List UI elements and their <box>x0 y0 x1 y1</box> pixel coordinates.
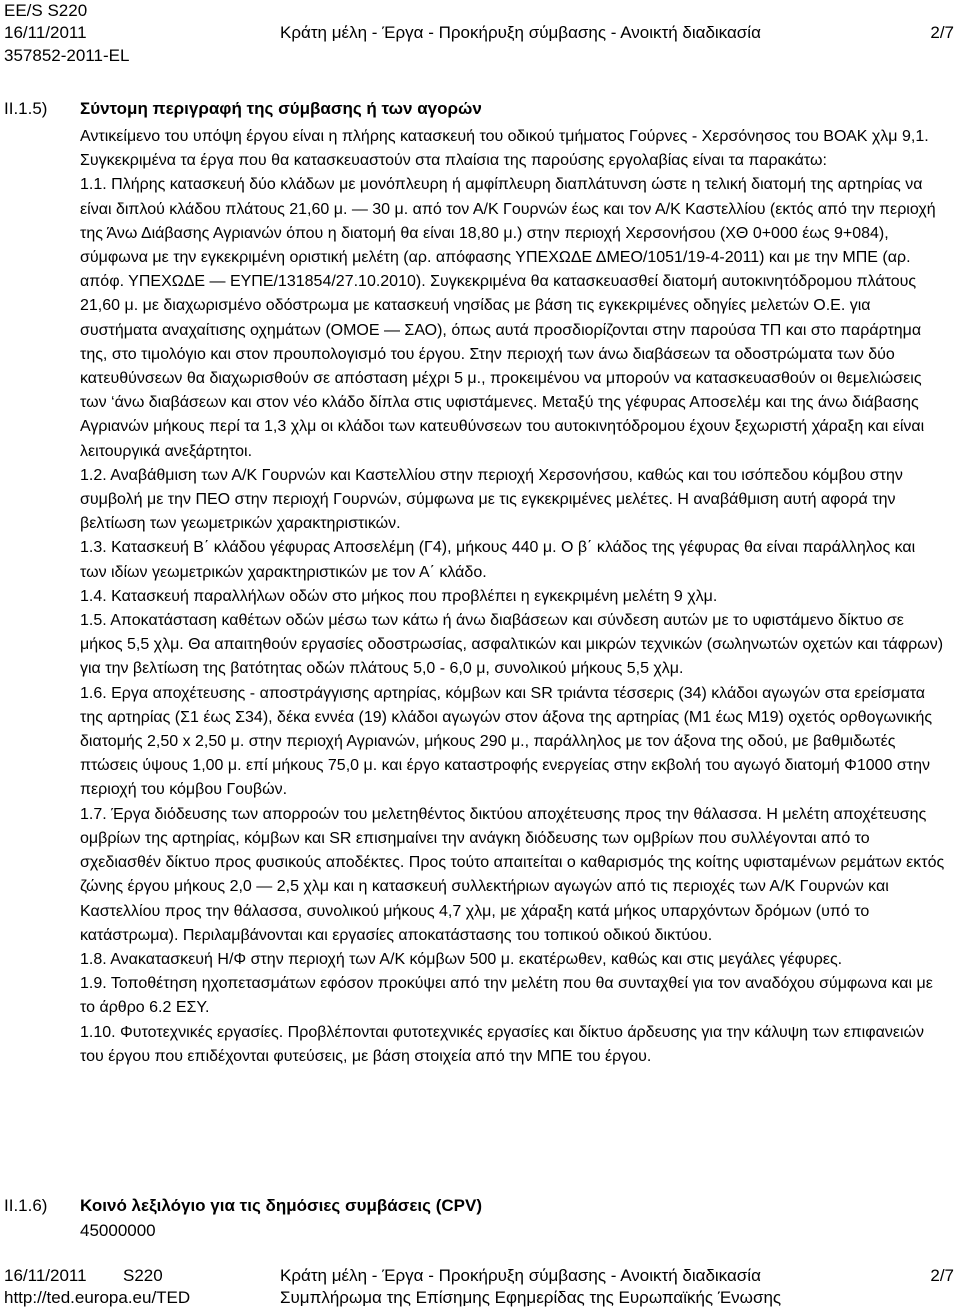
paragraph-1-2: 1.2. Αναβάθμιση των Α/Κ Γουρνών και Καστελλίου στην περιοχή Χερσονήσου, καθώς και του ισόπεδου κόμβου στην συμβολή με την ΠΕΟ στην περιοχή Γουρνών, σύμφωνα με τις εγκεκριμένες μελέτες. Η αναβάθμιση αυτή αφορά την βελτίωση των γεωμετρικών χαρακτηριστικών. <box>80 466 903 533</box>
footer-subtitle: Συμπλήρωμα της Επίσημης Εφημερίδας της Ευρωπαϊκής Ένωσης <box>280 1288 782 1307</box>
section-number: II.1.5) <box>4 99 48 118</box>
paragraph-1-7: 1.7. Έργα διόδευσης των απορροών του μελετηθέντος δικτύου αποχέτευσης προς την θάλασσα. Η μελέτη αποχέτευσης ομβρίων της αρτηρίας, κόμβων και SR επισημαίνει την ανάγκη διόδευσης των ομβρίων που συλλέγονται από το σχεδιασθέν δίκτυο προς φυσικούς αποδέκτες. Προς τούτο απαιτείται ο καθαρισμός της κοίτης υφισταμένων ρεμάτων εκτός ζώνης έργου μήκους 2,0 — 2,5 χλμ και η κατασκευή συλλεκτήριων αγωγών από τις περιοχές των Α/Κ Γουρνών και Καστελλίου προς την θάλασσα, συνολικού μήκους 4,7 χλμ, με χάραξη κατά μήκος υπαρχόντων δρόμων (υπό το κατάστρωμα). Περιλαμβάνονται και εργασίες αποκατάστασης του τοπικού οδικού δικτύου. <box>80 805 945 944</box>
paragraph-intro: Αντικείμενο του υπόψη έργου είναι η πλήρης κατασκευή του οδικού τμήματος Γούρνες - Χερσόνησος του ΒΟΑΚ χλμ 9,1. Συγκεκριμένα τα έργα που θα κατασκευαστούν στα πλαίσια της παρούσης εργολαβίας είναι τα παρακάτω: <box>80 128 929 170</box>
header-page-number: 2/7 <box>930 23 954 42</box>
paragraph-1-1: 1.1. Πλήρης κατασκευή δύο κλάδων με μονόπλευρη ή αμφίπλευρη διαπλάτυνση ώστε η τελική διατομή της αρτηρίας να είναι διπλού κλάδου πλάτους 21,60 μ. — 30 μ. από τον Α/Κ Γουρνών έως και τον Α/Κ Καστελλίου (εκτός από την περιοχή της Άνω Διάβασης Αγριανών όπου η διατομή θα είναι 18,80 μ.) στην περιοχή Χερσονήσου (ΧΘ 0+000 έως 9+084), σύμφωνα με την εγκεκριμένη οριστική μελέτη (αρ. απόφασης ΥΠΕΧΩΔΕ ΔΜΕΟ/1051/19-4-2011) και με την ΜΠΕ (αρ. απόφ. ΥΠΕΧΩΔΕ — ΕΥΠΕ/131854/27.10.2010). Συγκεκριμένα θα κατασκευασθεί διατομή αυτοκινητόδρομου πλάτους 21,60 μ. με διαχωρισμένο οδόστρωμα με κατασκευή νησίδας με βάση τις εγκεκριμένες οδηγίες μελετών Ο.Ε. για συστήματα αναχαίτισης οχημάτων (ΟΜΟΕ — ΣΑΟ), όπως αυτά προσδιορίζονται στην παρούσα ΤΠ και στο παράρτημα της, στο τιμολόγιο και στον προυπολογισμό του έργου. Στην περιοχή των άνω διαβάσεων τα οδοστρώματα των δύο κατευθύνσεων θα διαχωρισθούν σε απόσταση μέχρι 5 μ., προκειμένου να μπορούν να κατασκευασθούν οι θεμελιώσεις των ‘άνω διαβάσεων και στον νέο κλάδο δίπλα στις υφιστάμενες. Μεταξύ της γέφυρας Αποσελέμ και της άνω διάβασης Αγριανών μήκους περί τα 1,3 χλμ οι κλάδοι των κατευθύνσεων του αυτοκινητόδρομου έχουν ξεχωριστή χάραξη και είναι λειτουργικά ανεξάρτητοι. <box>80 176 936 460</box>
footer-date: 16/11/2011 <box>4 1266 87 1285</box>
paragraph-1-4: 1.4. Κατασκευή παραλλήλων οδών στο μήκος που προβλέπει η εγκεκριμένη μελέτη 9 χλμ. <box>80 587 718 605</box>
paragraph-1-10: 1.10. Φυτοτεχνικές εργασίες. Προβλέπονται φυτοτεχνικές εργασίες και δίκτυο άρδευσης για την κάλυψη των επιφανειών του έργου που επιδέχονται φυτεύσεις, με βάση στοιχεία από την ΜΠΕ του έργου. <box>80 1023 925 1065</box>
paragraph-1-9: 1.9. Τοποθέτηση ηχοπετασμάτων εφόσον προκύψει από την μελέτη που θα συνταχθεί για τον αναδόχου σύμφωνα και με το άρθρο 6.2 ΕΣΥ. <box>80 975 933 1017</box>
section-body <box>80 125 946 1069</box>
header-notice-id: 357852-2011-EL <box>4 46 130 65</box>
footer-url-link[interactable]: http://ted.europa.eu/TED <box>4 1288 191 1307</box>
footer-page-number: 2/7 <box>930 1266 954 1285</box>
paragraph-1-5: 1.5. Αποκατάσταση καθέτων οδών μέσω των κάτω ή άνω διαβάσεων και σύνδεση αυτών με το υφιστάμενο δίκτυο σε μήκος 5,5 χλμ. Θα απαιτηθούν εργασίες οδοστρωσίας, ασφαλτικών και μικρών τεχνικών (σωληνωτών οχετών και τάφρων) για την βελτίωση της βατότητας οδών πλάτους 5,0 - 6,0 μ, συνολικού μήκους 5,5 χλμ. <box>80 612 944 678</box>
paragraph-1-6: 1.6. Εργα αποχέτευσης - αποστράγγισης αρτηρίας, κόμβων και SR τριάντα τέσσερις (34) κλάδοι αγωγών στα ερείσματα της αρτηρίας (Σ1 έως Σ34), δέκα εννέα (19) κλάδοι αγωγών στον άξονα της αρτηρίας (Μ1 έως Μ19) οχετός ορθογωνικής διατομής 2,50 x 2,50 μ. στην περιοχή Αγριανών, μήκους 290 μ., παράλληλος με τον άξονα της οδού, με βαθμιδωτές πτώσεις ύψους 1,00 μ. επί μήκους 75,0 μ. και έργο καταστροφής ενεργείας στην εκβολή του αγωγό διατομή Φ1000 στην περιοχή του κόμβου Γουβών. <box>80 684 933 799</box>
header-form-code: EE/S S220 <box>4 1 88 20</box>
header-title: Κράτη μέλη - Έργα - Προκήρυξη σύμβασης - Ανοικτή διαδικασία <box>280 23 761 42</box>
header-date: 16/11/2011 <box>4 23 87 42</box>
section-title: Κοινό λεξιλόγιο για τις δημόσιες συμβάσεις (CPV) <box>80 1196 482 1215</box>
footer-form-code: S220 <box>123 1266 163 1285</box>
paragraph-1-3: 1.3. Κατασκευή Β΄ κλάδου γέφυρας Αποσελέμη (Γ4), μήκους 440 μ. Ο β΄ κλάδος της γέφυρας θα είναι παράλληλος και των ιδίων γεωμετρικών χαρακτηριστικών με τον Α΄ κλάδο. <box>80 539 916 581</box>
footer-title: Κράτη μέλη - Έργα - Προκήρυξη σύμβασης - Ανοικτή διαδικασία <box>280 1266 761 1285</box>
cpv-code: 45000000 <box>80 1221 156 1240</box>
section-number: II.1.6) <box>4 1196 48 1215</box>
section-title: Σύντομη περιγραφή της σύμβασης ή των αγορών <box>80 99 482 118</box>
paragraph-1-8: 1.8. Ανακατασκευή Η/Φ στην περιοχή των Α/Κ κόμβων 500 μ. εκατέρωθεν, καθώς και στις μεγάλες γέφυρες. <box>80 950 843 968</box>
